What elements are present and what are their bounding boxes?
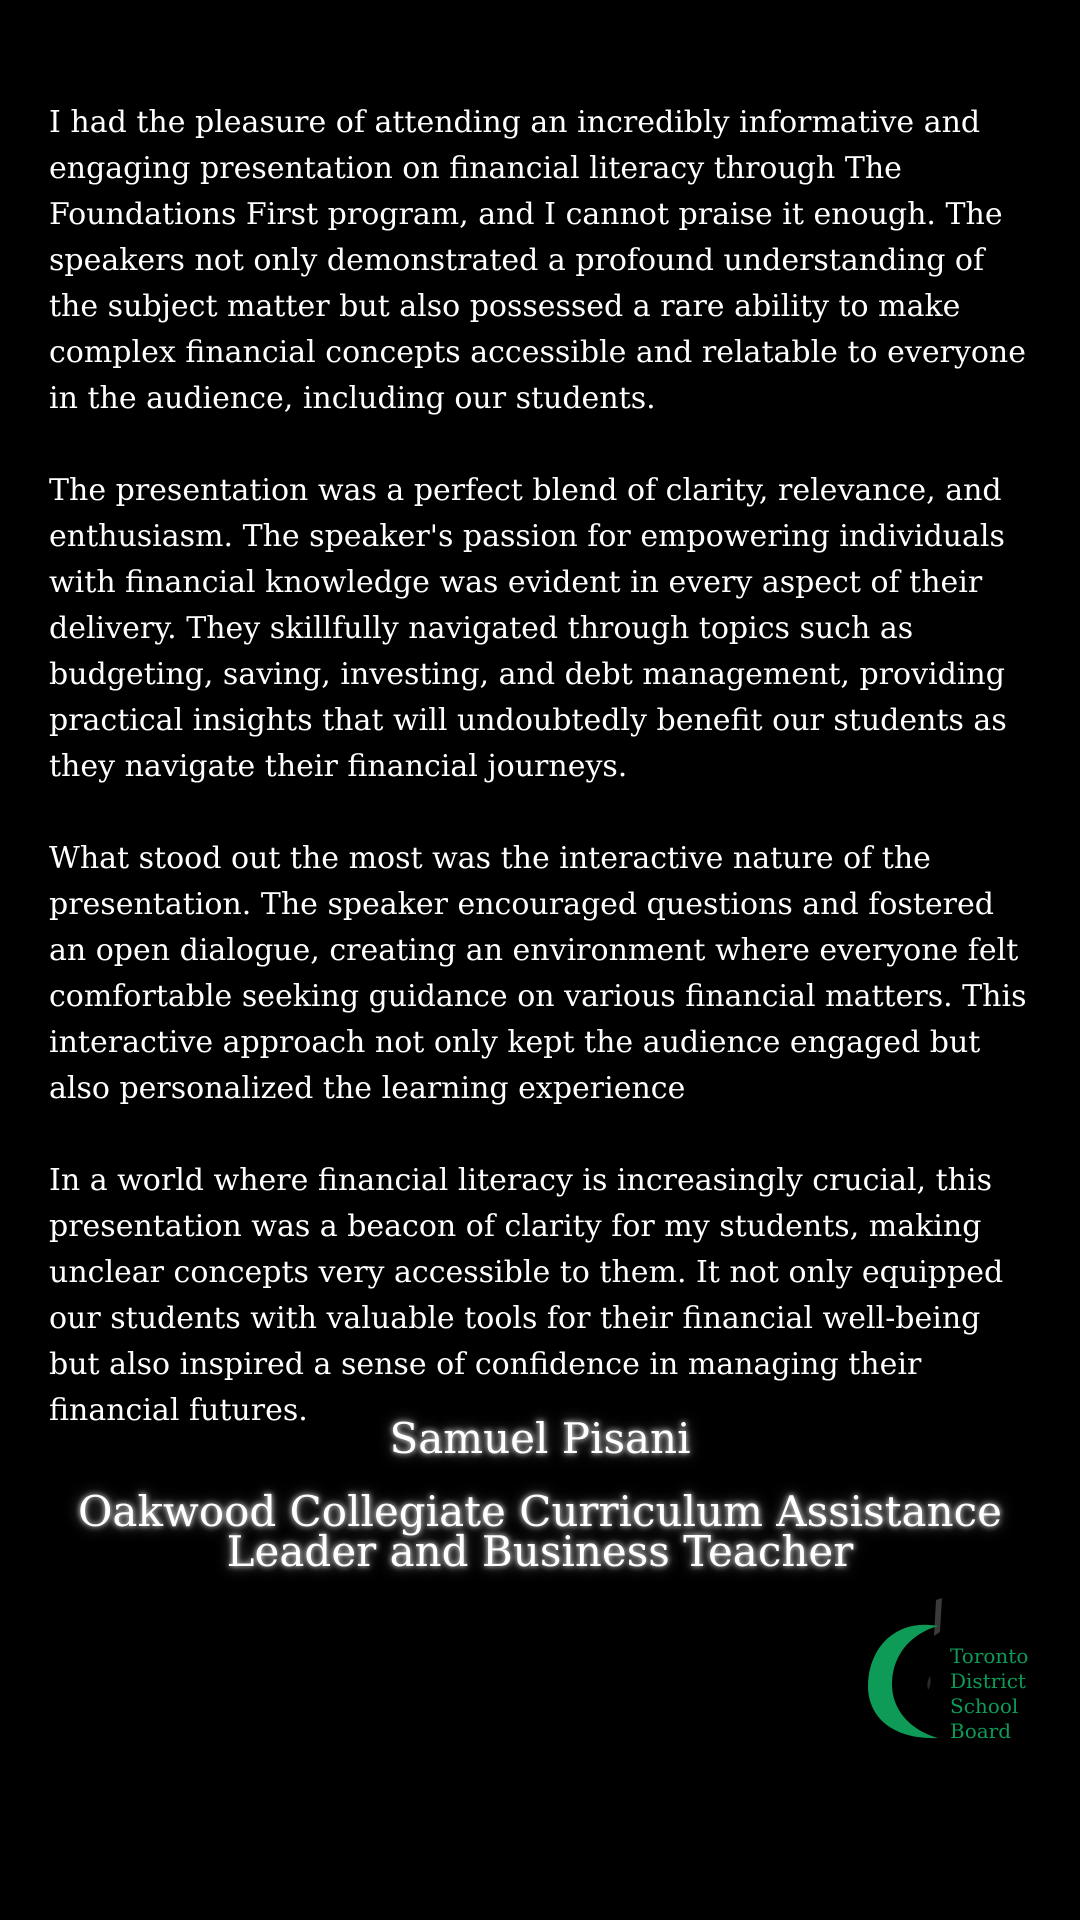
testimonial-paragraph-1: I had the pleasure of attending an incredibly informative and engaging presentation on financial literacy through The Foundations First program, and I cannot praise it enough. The speakers not only demonstrated a profound understanding of the subject matter but also possessed a rare ability to make complex financial concepts accessible and relatable to everyone in the audience, including our students.: [49, 105, 1027, 416]
signature-name: Samuel Pisani: [389, 1414, 691, 1463]
tdsb-apple-logo-icon: [866, 1598, 946, 1744]
logo-line-toronto: Toronto: [950, 1644, 1029, 1668]
logo-line-district: District: [950, 1669, 1026, 1693]
tdsb-logo-text: [950, 1644, 1028, 1744]
tdsb-logo: [866, 1598, 1046, 1748]
testimonial-paragraph-4: In a world where financial literacy is increasingly crucial, this presentation was a beacon of clarity for my students, making unclear concepts very accessible to them. It not only equipped our students with valuable tools for their financial well-being but also inspired a sense of confidence in managing their financial futures.: [49, 1163, 1004, 1428]
logo-line-board: Board: [950, 1719, 1012, 1743]
logo-line-school: School: [950, 1694, 1019, 1718]
testimonial-body: [49, 100, 1039, 1434]
testimonial-paragraph-3: What stood out the most was the interactive nature of the presentation. The speaker encouraged questions and fostered an open dialogue, creating an environment where everyone felt comfortable seeking guidance on various financial matters. This interactive approach not only kept the audience engaged but also personalized the learning experience: [49, 841, 1027, 1106]
signature-title: Oakwood Collegiate Curriculum Assistance Leader and Business Teacher: [77, 1487, 1003, 1576]
testimonial-paragraph-2: The presentation was a perfect blend of clarity, relevance, and enthusiasm. The speaker's passion for empowering individuals with financial knowledge was evident in every aspect of their delivery. They skillfully navigated through topics such as budgeting, saving, investing, and debt management, providing practical insights that will undoubtedly benefit our students as they navigate their financial journeys.: [49, 473, 1007, 784]
